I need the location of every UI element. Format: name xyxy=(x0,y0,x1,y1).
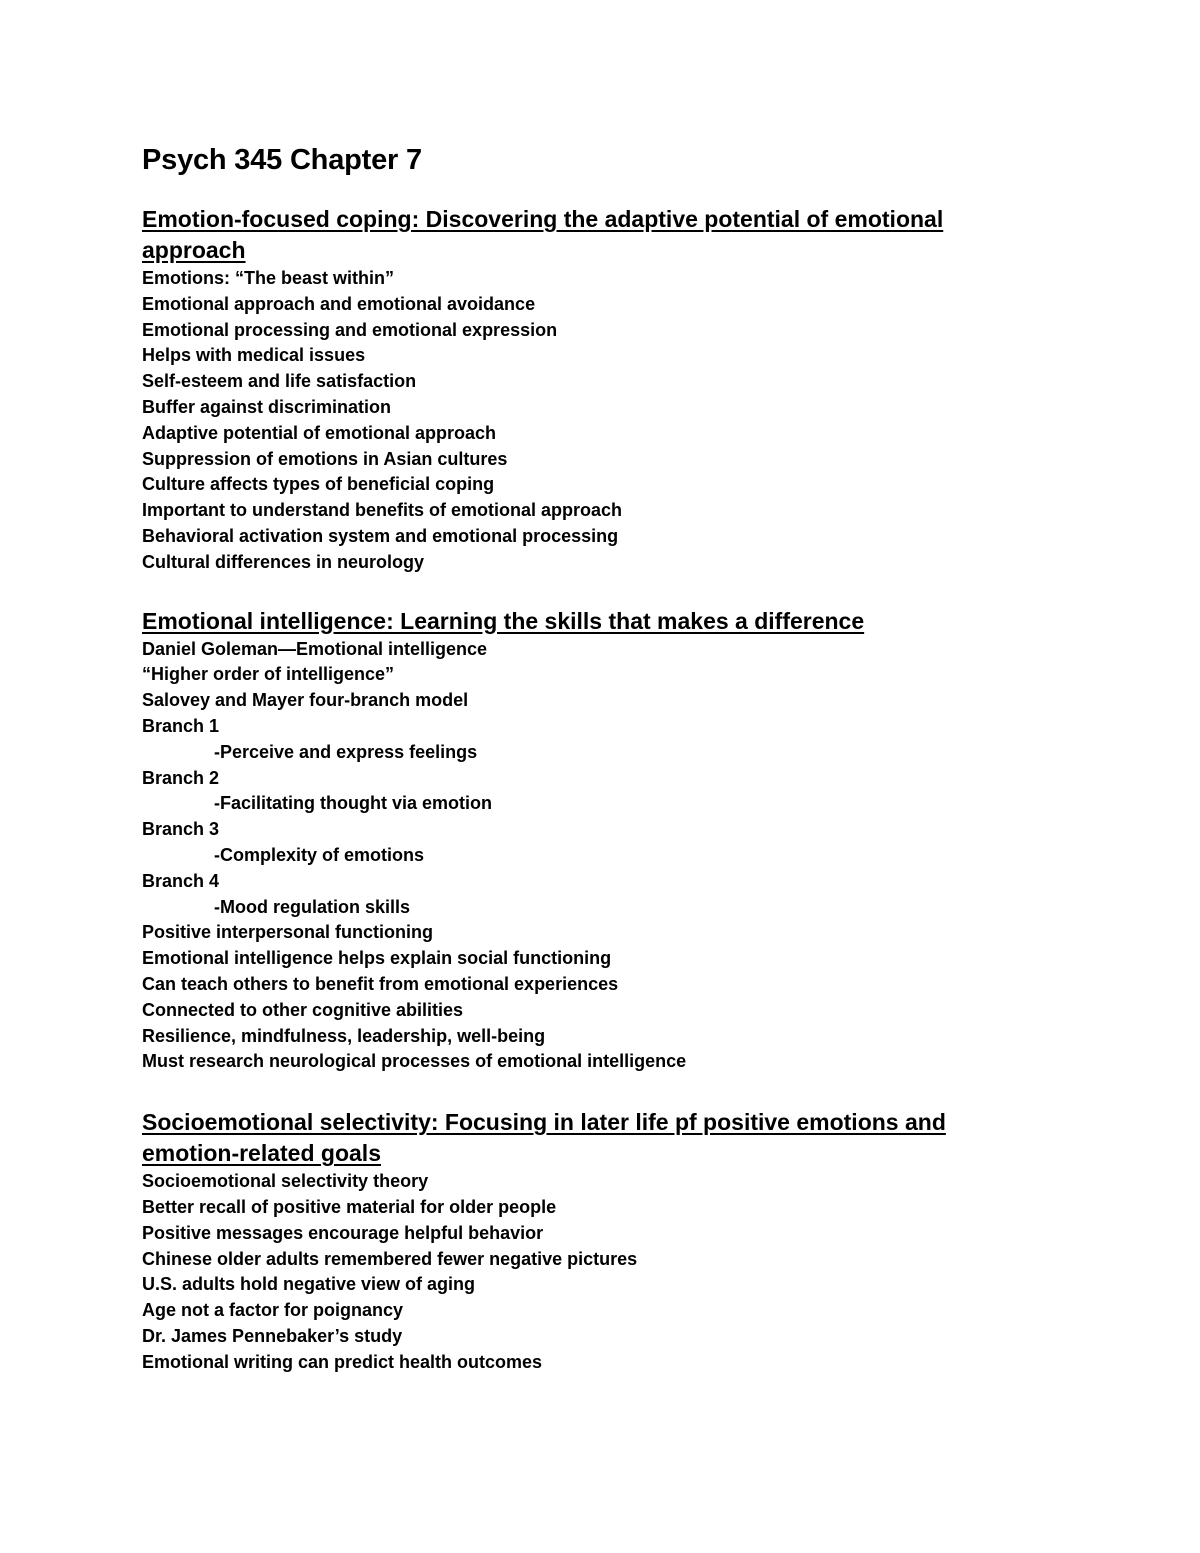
list-subitem: -Complexity of emotions xyxy=(214,844,425,865)
section-emotional-intelligence xyxy=(142,606,1022,1076)
list-item: Culture affects types of beneficial coping xyxy=(142,474,495,495)
list-item: Age not a factor for poignancy xyxy=(142,1300,404,1321)
section-heading: Emotion-focused coping: Discovering the adaptive potential of emotional xyxy=(142,206,944,232)
list-item: Emotional intelligence helps explain social functioning xyxy=(142,948,612,969)
list-subitem: -Facilitating thought via emotion xyxy=(214,793,492,814)
list-item: Emotional writing can predict health outcomes xyxy=(142,1351,543,1372)
list-item: Must research neurological processes of emotional intelligence xyxy=(142,1051,687,1072)
list-item: Positive interpersonal functioning xyxy=(142,922,434,943)
list-item: Helps with medical issues xyxy=(142,345,366,366)
section-socioemotional-selectivity xyxy=(142,1107,1022,1375)
list-subitem: -Perceive and express feelings xyxy=(214,741,478,762)
list-item-branch: Branch 1 xyxy=(142,715,220,736)
section-heading: Emotional intelligence: Learning the skills that makes a difference xyxy=(142,607,865,634)
list-item-branch: Branch 3 xyxy=(142,819,220,840)
list-item-branch: Branch 4 xyxy=(142,870,220,891)
list-item: Can teach others to benefit from emotional experiences xyxy=(142,973,619,994)
list-item: U.S. adults hold negative view of aging xyxy=(142,1274,476,1295)
list-item-branch: Branch 2 xyxy=(142,767,220,788)
document-title: Psych 345 Chapter 7 xyxy=(142,144,422,176)
list-item: Emotional approach and emotional avoidance xyxy=(142,293,536,314)
list-item: Connected to other cognitive abilities xyxy=(142,999,464,1020)
section-heading-continued: approach xyxy=(142,237,246,263)
list-item: Behavioral activation system and emotional processing xyxy=(142,525,619,546)
section-heading-continued: emotion-related goals xyxy=(142,1140,381,1167)
list-item: Adaptive potential of emotional approach xyxy=(142,422,497,443)
list-item: Salovey and Mayer four-branch model xyxy=(142,690,469,711)
list-item: Better recall of positive material for older people xyxy=(142,1196,557,1217)
list-item: Resilience, mindfulness, leadership, well-being xyxy=(142,1025,546,1046)
section-heading: Socioemotional selectivity: Focusing in later life pf positive emotions and xyxy=(142,1109,946,1136)
list-item: Socioemotional selectivity theory xyxy=(142,1171,429,1192)
list-item: Chinese older adults remembered fewer negative pictures xyxy=(142,1248,638,1269)
list-item: Dr. James Pennebaker’s study xyxy=(142,1325,403,1346)
list-item: Cultural differences in neurology xyxy=(142,551,425,572)
list-item: Self-esteem and life satisfaction xyxy=(142,371,417,392)
list-item: Suppression of emotions in Asian cultures xyxy=(142,448,508,469)
list-subitem: -Mood regulation skills xyxy=(214,896,411,917)
list-item: “Higher order of intelligence” xyxy=(142,664,395,685)
list-item: Daniel Goleman—Emotional intelligence xyxy=(142,638,488,659)
list-item: Buffer against discrimination xyxy=(142,396,392,417)
list-item: Emotions: “The beast within” xyxy=(142,268,395,288)
list-item: Positive messages encourage helpful behavior xyxy=(142,1222,544,1243)
document-page xyxy=(142,140,1022,1375)
list-item: Important to understand benefits of emotional approach xyxy=(142,500,623,521)
list-item: Emotional processing and emotional expression xyxy=(142,319,558,340)
section-emotion-focused-coping xyxy=(142,204,1022,576)
